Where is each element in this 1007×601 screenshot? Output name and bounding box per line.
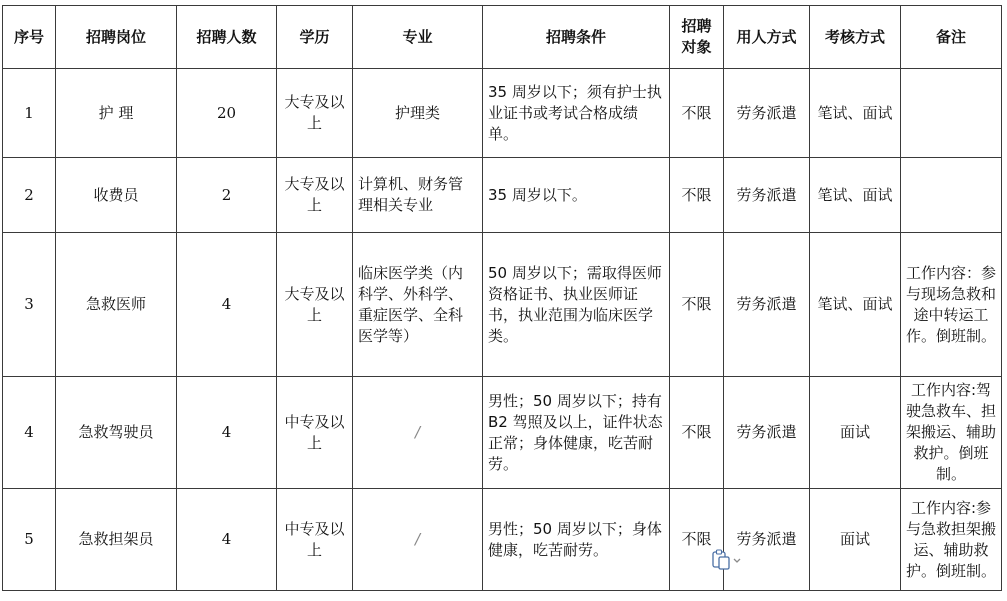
cell-count: 4 [177,233,277,377]
table-row [3,233,1002,377]
cell-seq: 2 [3,158,56,233]
cell-major: 临床医学类（内科学、外科学、重症医学、全科医学等） [353,233,483,377]
cell-target: 不限 [670,489,724,591]
cell-count: 4 [177,377,277,489]
table-row [3,69,1002,158]
cell-count: 2 [177,158,277,233]
cell-employment: 劳务派遣 [724,69,810,158]
table-row [3,158,1002,233]
cell-employment: 劳务派遣 [724,158,810,233]
cell-position: 护 理 [56,69,177,158]
cell-count: 20 [177,69,277,158]
header-target: 招聘对象 [670,6,724,69]
cell-conditions: 35 周岁以下；须有护士执业证书或考试合格成绩单。 [483,69,670,158]
header-seq: 序号 [3,6,56,69]
header-remarks: 备注 [901,6,1002,69]
table-row [3,377,1002,489]
cell-target: 不限 [670,158,724,233]
cell-conditions: 男性；50 周岁以下；身体健康，吃苦耐劳。 [483,489,670,591]
cell-exam: 笔试、面试 [810,233,901,377]
header-exam: 考核方式 [810,6,901,69]
cell-education: 大专及以上 [277,69,353,158]
header-conditions: 招聘条件 [483,6,670,69]
cell-conditions: 35 周岁以下。 [483,158,670,233]
cell-major: / [353,377,483,489]
cell-seq: 3 [3,233,56,377]
cell-employment: 劳务派遣 [724,377,810,489]
cell-remarks: 工作内容:驾驶急救车、担架搬运、辅助救护。倒班制。 [901,377,1002,489]
cell-education: 中专及以上 [277,377,353,489]
cell-education: 大专及以上 [277,233,353,377]
cell-major: 计算机、财务管理相关专业 [353,158,483,233]
cell-position: 急救医师 [56,233,177,377]
cell-conditions: 50 周岁以下；需取得医师资格证书、执业医师证书，执业范围为临床医学类。 [483,233,670,377]
cell-seq: 4 [3,377,56,489]
cell-employment: 劳务派遣 [724,489,810,591]
cell-target: 不限 [670,233,724,377]
cell-remarks [901,69,1002,158]
cell-major: 护理类 [353,69,483,158]
cell-employment: 劳务派遣 [724,233,810,377]
header-row [3,6,1002,69]
paste-options-icon[interactable] [710,548,746,572]
cell-conditions: 男性；50 周岁以下；持有 B2 驾照及以上，证件状态正常；身体健康，吃苦耐劳。 [483,377,670,489]
cell-remarks: 工作内容：参与现场急救和途中转运工作。倒班制。 [901,233,1002,377]
header-position: 招聘岗位 [56,6,177,69]
cell-seq: 5 [3,489,56,591]
cell-remarks [901,158,1002,233]
cell-exam: 面试 [810,489,901,591]
cell-position: 急救担架员 [56,489,177,591]
recruitment-table [2,5,1002,591]
document-page [2,5,1002,591]
cell-position: 收费员 [56,158,177,233]
cell-position: 急救驾驶员 [56,377,177,489]
cell-seq: 1 [3,69,56,158]
cell-education: 大专及以上 [277,158,353,233]
table-row [3,489,1002,591]
cell-major: / [353,489,483,591]
cell-remarks: 工作内容:参与急救担架搬运、辅助救护。倒班制。 [901,489,1002,591]
cell-count: 4 [177,489,277,591]
cell-exam: 笔试、面试 [810,69,901,158]
cell-exam: 面试 [810,377,901,489]
cell-exam: 笔试、面试 [810,158,901,233]
cell-education: 中专及以上 [277,489,353,591]
cell-target: 不限 [670,377,724,489]
cell-target: 不限 [670,69,724,158]
header-employment: 用人方式 [724,6,810,69]
header-education: 学历 [277,6,353,69]
header-count: 招聘人数 [177,6,277,69]
header-major: 专业 [353,6,483,69]
